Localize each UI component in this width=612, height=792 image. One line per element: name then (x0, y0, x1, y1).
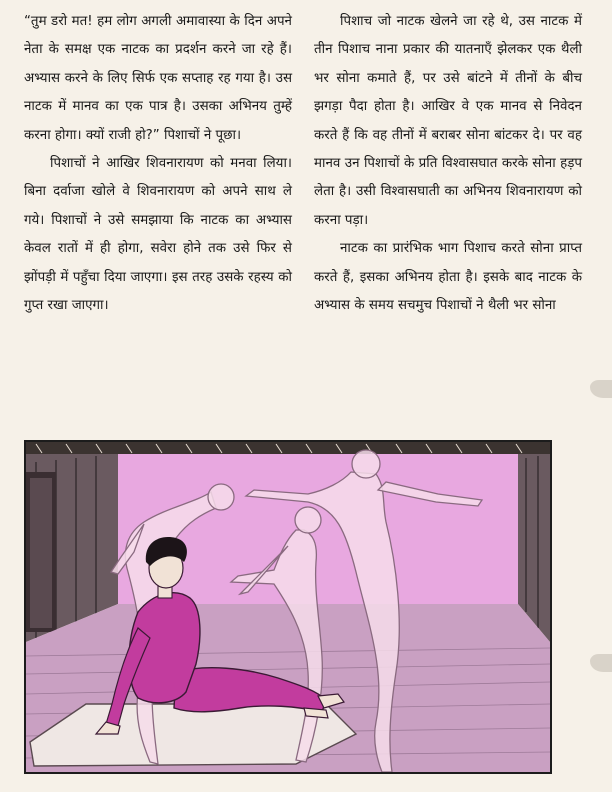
left-paragraph-1: “तुम डरो मत! हम लोग अगली अमावास्या के दिन अपने नेता के समक्ष एक नाटक का प्रदर्शन करने जा रहे हैं। अभ्यास करने के लिए सिर्फ एक सप्ताह रह गया है। उस नाटक में मानव का एक पात्र है। उसका अभिनय तुम्हें करना होगा। क्यों राजी हो?” पिशाचों ने पूछा। (24, 14, 292, 143)
right-paragraph-1: पिशाच जो नाटक खेलने जा रहे थे, उस नाटक में तीन पिशाच नाना प्रकार की यातनाएँ झेलकर एक थैली भर सोना कमाते हैं, पर उसे बांटने में तीनों के बीच झगड़ा पैदा होता है। आखिर वे एक मानव से निवेदन करते हैं कि वह तीनों में बराबर सोना बांटकर दे। पर वह मानव उन पिशाचों के प्रति विश्वासघात करके सोना हड़प लेता है। उसी विश्वासघाती का अभिनय शिवनारायण को करना पड़ा। (314, 14, 582, 228)
story-illustration (24, 440, 552, 774)
left-paragraph-2: पिशाचों ने आखिर शिवनारायण को मनवा लिया। बिना दर्वाजा खोले वे शिवनारायण को अपने साथ ले गये। पिशाचों ने उसे समझाया कि नाटक का अभ्यास केवल रातों में ही होगा, सवेरा होने तक उसे फिर से झोंपड़ी में पहुँचा दिया जाएगा। इस तरह उसके रहस्य को गुप्त रखा जाएगा। (24, 156, 292, 314)
page-edge-mark (590, 654, 612, 672)
scene-drawing (26, 442, 550, 772)
left-column (24, 8, 292, 320)
story-text (18, 8, 594, 416)
right-paragraph-2: नाटक का प्रारंभिक भाग पिशाच करते सोना प्राप्त करते हैं, इसका अभिनय होता है। इसके बाद नाटक के अभ्यास के समय सचमुच पिशाचों ने थैली भर सोना (314, 241, 582, 314)
roof-strip (26, 442, 550, 454)
right-column (314, 8, 582, 320)
